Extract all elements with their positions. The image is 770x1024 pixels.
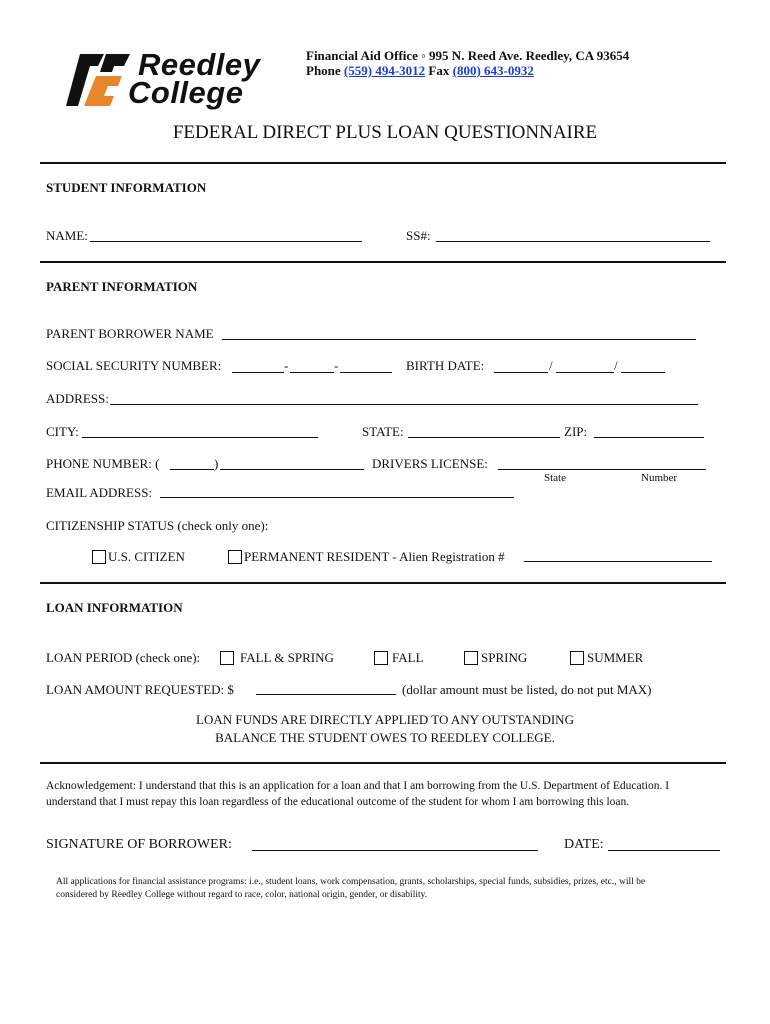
contact-line [306, 63, 534, 79]
state-field[interactable] [408, 437, 560, 438]
form-title: FEDERAL DIRECT PLUS LOAN QUESTIONNAIRE [172, 122, 598, 143]
citizenship-label: CITIZENSHIP STATUS (check only one): [46, 518, 269, 533]
fall-checkbox[interactable] [374, 651, 388, 665]
phone-number-field[interactable] [220, 469, 364, 470]
summer-checkbox[interactable] [570, 651, 584, 665]
license-state-caption: State [544, 472, 566, 484]
drivers-license-field[interactable] [498, 469, 706, 470]
address-label: ADDRESS: [46, 391, 109, 406]
signature-date-field[interactable] [608, 850, 720, 851]
logo-text-college: College [128, 75, 244, 110]
divider [40, 582, 726, 584]
nondiscrimination-line2: considered by Reedley College without regard to race, color, national origin, gender, or disability. [56, 890, 428, 900]
summer-label: SUMMER [587, 650, 644, 665]
signature-label: SIGNATURE OF BORROWER: [46, 837, 232, 852]
student-name-field[interactable] [90, 241, 362, 242]
fall-label: FALL [392, 650, 424, 665]
birth-slash: / [549, 358, 553, 373]
parent-ssn-part2[interactable] [290, 372, 334, 373]
spring-checkbox[interactable] [464, 651, 478, 665]
permanent-resident-checkbox[interactable] [228, 550, 242, 564]
parent-borrower-name-label: PARENT BORROWER NAME [46, 326, 214, 341]
phone-link[interactable]: (559) 494-3012 [343, 63, 426, 78]
birth-slash: / [614, 358, 618, 373]
divider [40, 261, 726, 263]
email-field[interactable] [160, 497, 514, 498]
phone-close-paren: ) [214, 456, 219, 471]
us-citizen-label: U.S. CITIZEN [108, 549, 185, 564]
state-label: STATE: [362, 424, 404, 439]
loan-period-label: LOAN PERIOD (check one): [46, 650, 201, 665]
parent-ssn-part1[interactable] [232, 372, 284, 373]
phone-label: Phone [306, 63, 341, 78]
city-label: CITY: [46, 424, 79, 439]
student-section-heading: STUDENT INFORMATION [46, 180, 207, 195]
fall-spring-label: FALL & SPRING [240, 650, 334, 665]
loan-amount-note: (dollar amount must be listed, do not put MAX) [402, 682, 652, 697]
loan-notice-line1: LOAN FUNDS ARE DIRECTLY APPLIED TO ANY OUTSTANDING [196, 712, 574, 727]
nondiscrimination-line1: All applications for financial assistance programs: i.e., student loans, work compensation, grants, scholarships, special funds, subsidies, prizes, etc., will be [56, 877, 646, 887]
drivers-license-label: DRIVERS LICENSE: [372, 456, 488, 471]
us-citizen-checkbox[interactable] [92, 550, 106, 564]
student-ssn-label: SS#: [406, 228, 431, 243]
loan-notice-line2: BALANCE THE STUDENT OWES TO REEDLEY COLLEGE. [215, 730, 555, 745]
divider [40, 762, 726, 764]
birth-day-field[interactable] [556, 372, 614, 373]
area-code-field[interactable] [170, 469, 214, 470]
logo-text-reedley: Reedley [138, 47, 261, 82]
zip-field[interactable] [594, 437, 704, 438]
parent-borrower-name-field[interactable] [222, 339, 696, 340]
signature-field[interactable] [252, 850, 538, 851]
student-ssn-field[interactable] [436, 241, 710, 242]
student-name-label: NAME: [46, 228, 88, 243]
parent-ssn-label: SOCIAL SECURITY NUMBER: [46, 358, 222, 373]
email-label: EMAIL ADDRESS: [46, 485, 153, 500]
birth-year-field[interactable] [621, 372, 665, 373]
fax-label: Fax [428, 63, 450, 78]
acknowledgement-line1: Acknowledgement: I understand that this is an application for a loan and that I am borrowing from the U.S. Department of Education. I [46, 780, 670, 792]
ssn-dash: - [284, 358, 289, 373]
loan-section-heading: LOAN INFORMATION [46, 600, 183, 615]
phone-number-label: PHONE NUMBER: ( [46, 456, 160, 471]
parent-section-heading: PARENT INFORMATION [46, 279, 198, 294]
acknowledgement-line2: understand that I must repay this loan regardless of the educational outcome of the student for whom I am borrowing this loan. [46, 796, 630, 808]
fax-link[interactable]: (800) 643-0932 [452, 63, 534, 78]
parent-ssn-part3[interactable] [340, 372, 392, 373]
alien-registration-field[interactable] [524, 561, 712, 562]
loan-amount-label: LOAN AMOUNT REQUESTED: $ [46, 682, 234, 697]
loan-amount-field[interactable] [256, 694, 396, 695]
spring-label: SPRING [481, 650, 528, 665]
zip-label: ZIP: [564, 424, 588, 439]
office-address: Financial Aid Office ◦ 995 N. Reed Ave. Reedley, CA 93654 [306, 48, 630, 63]
college-logo [66, 47, 298, 112]
logo-mark-icon [66, 52, 136, 108]
license-number-caption: Number [641, 472, 678, 484]
divider [40, 162, 726, 164]
birth-month-field[interactable] [494, 372, 548, 373]
ssn-dash: - [334, 358, 339, 373]
city-field[interactable] [82, 437, 318, 438]
signature-date-label: DATE: [564, 837, 604, 852]
permanent-resident-label: PERMANENT RESIDENT - Alien Registration # [244, 549, 505, 564]
birth-date-label: BIRTH DATE: [406, 358, 485, 373]
fall-spring-checkbox[interactable] [220, 651, 234, 665]
address-field[interactable] [110, 404, 698, 405]
